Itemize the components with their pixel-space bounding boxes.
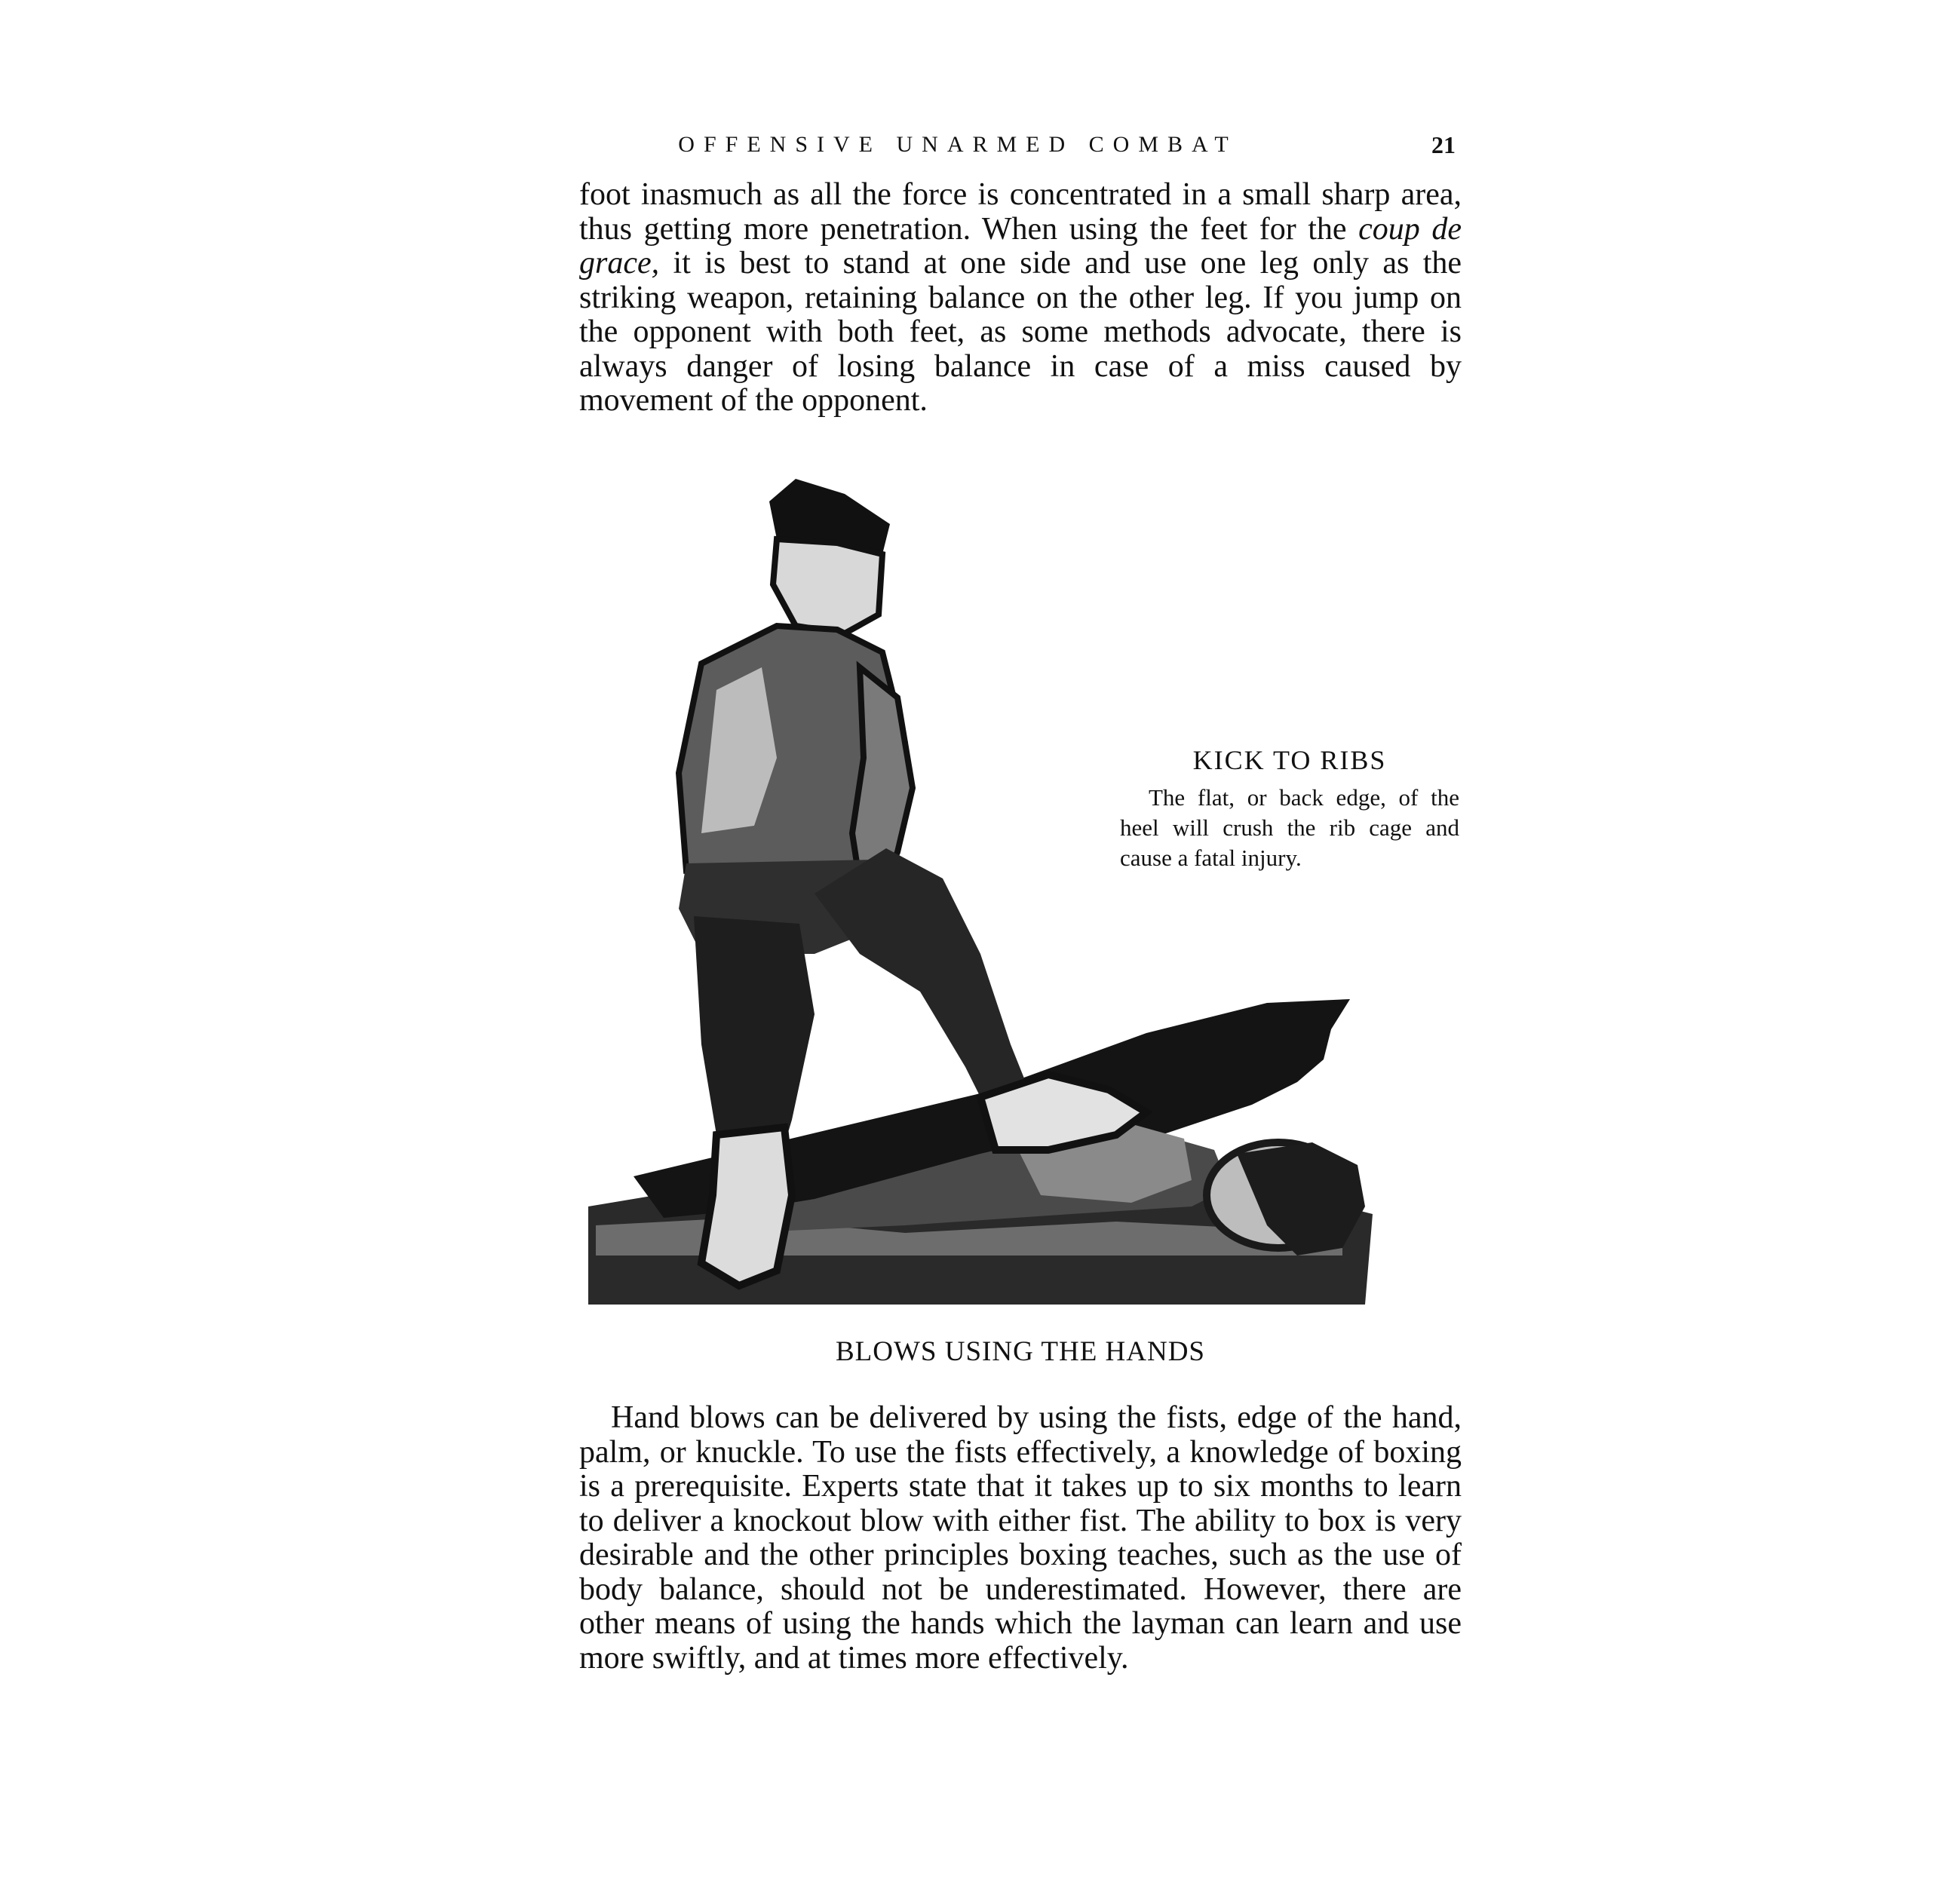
illustration-drawing <box>588 471 1380 1308</box>
paragraph-1-text-end: it is best to stand at one side and use one leg only as the striking weapon, retaining balance on the other leg. If you jump on the opponent with both feet, as some methods advocate, there is always danger of losing balance in case of a miss caused by movement of the opponent. <box>579 246 1462 418</box>
running-head-title: OFFENSIVE UNARMED COMBAT <box>678 132 1238 157</box>
paragraph-1-text-start: foot inasmuch as all the force is concentrated in a small sharp area, thus getting more penetration. When using the feet for the <box>579 177 1462 247</box>
body-paragraph-1 <box>579 178 1462 419</box>
kick-to-ribs-illustration <box>588 471 1380 1308</box>
attacker-head <box>773 539 882 633</box>
paragraph-1-italic-phrase: coup de grace, <box>579 211 1462 281</box>
page-number: 21 <box>1431 131 1456 158</box>
attacker-standing-boot <box>701 1127 792 1286</box>
running-head <box>581 127 1456 163</box>
attacker-arm <box>852 667 913 882</box>
section-heading: BLOWS USING THE HANDS <box>835 1336 1206 1367</box>
body-paragraph-2: Hand blows can be delivered by using the fists, edge of the hand, palm, or knuckle. To use the fists effectively, a knowledge of boxing is a prerequisite. Experts state that it takes up to six months to learn to deliver a knockout blow with either fist. The ability to box is very desirable and the other principles boxing teaches, such as the use of body balance, should not be underestimated. However, there are other means of using the hands which the layman can learn and use more swiftly, and at times more effectively. <box>579 1400 1462 1676</box>
figure-caption-title: KICK TO RIBS <box>1192 745 1387 775</box>
figure-caption-text: The flat, or back edge, of the heel will crush the rib cage and cause a fatal injury. <box>1120 784 1459 871</box>
